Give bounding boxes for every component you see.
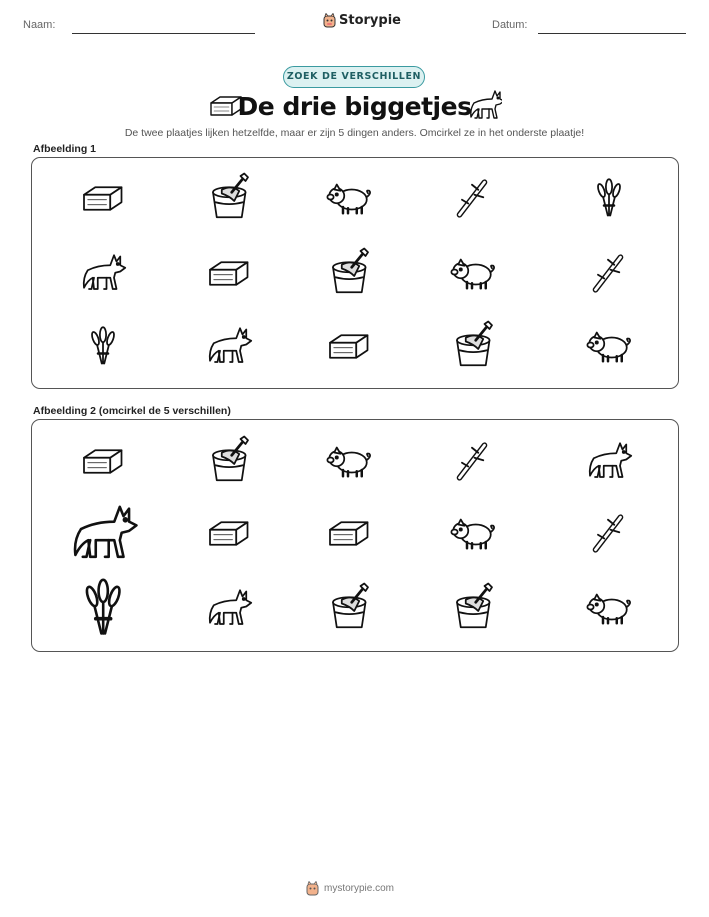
instructions: De twee plaatjes lijken hetzelfde, maar er zijn 5 dingen anders. Omcirkel ze in het onderste plaatje! <box>124 127 585 139</box>
footer-url: mystorypie.com <box>324 883 395 894</box>
date-line[interactable] <box>538 33 686 34</box>
date-label: Datum: <box>492 19 528 31</box>
picture-1-label: Afbeelding 1 <box>33 143 97 155</box>
footer <box>306 881 394 896</box>
picture-2-label: Afbeelding 2 (omcirkel de 5 verschillen) <box>33 405 231 417</box>
activity-badge: ZOEK DE VERSCHILLEN <box>283 66 425 88</box>
picture-1-panel <box>31 157 679 389</box>
wolf-icon <box>470 90 502 124</box>
brand-name: Storypie <box>339 13 401 28</box>
storypie-mascot-icon <box>306 881 319 896</box>
picture-2-panel[interactable] <box>31 419 679 652</box>
name-line[interactable] <box>72 33 255 34</box>
storypie-mascot-icon <box>323 13 336 28</box>
storypie-logo <box>323 13 401 28</box>
page-title: De drie biggetjes <box>237 92 472 121</box>
name-label: Naam: <box>23 19 56 31</box>
